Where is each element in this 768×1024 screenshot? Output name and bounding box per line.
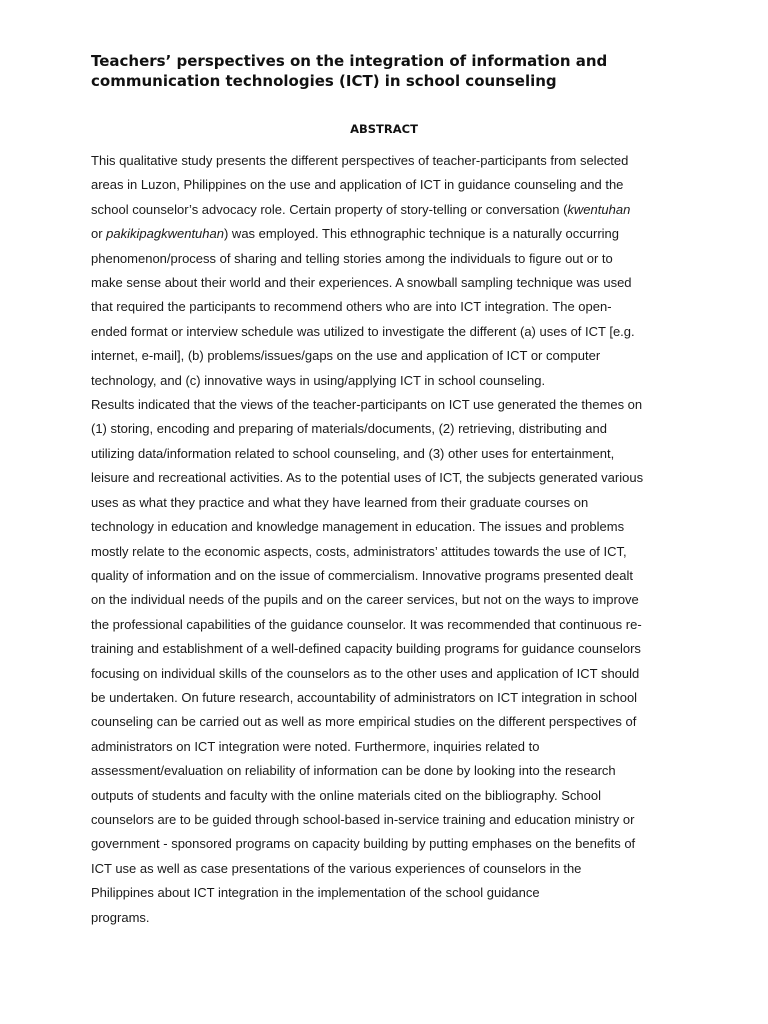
text-line: technology in education and knowledge management in education. The issues and problems — [91, 519, 625, 535]
text-line: administrators on ICT integration were noted. Furthermore, inquiries related to — [91, 738, 540, 754]
paper-title — [91, 51, 691, 91]
text-segment: or — [91, 226, 107, 242]
text-line: utilizing data/information related to school counseling, and (3) other uses for entertainment, — [91, 445, 615, 461]
text-line: counseling can be carried out as well as more empirical studies on the different perspectives of — [91, 714, 637, 730]
abstract-body — [91, 149, 679, 930]
text-line — [91, 198, 679, 222]
text-line: be undertaken. On future research, accountability of administrators on ICT integration in school — [91, 689, 638, 705]
text-line: (1) storing, encoding and preparing of materials/documents, (2) retrieving, distributing and — [91, 421, 607, 437]
text-line: uses as what they practice and what they have learned from their graduate courses on — [91, 494, 589, 510]
text-line: areas in Luzon, Philippines on the use and application of ICT in guidance counseling and the — [91, 177, 624, 193]
text-line: that required the participants to recommend others who are into ICT integration. The open- — [91, 299, 612, 315]
text-line: ended format or interview schedule was utilized to investigate the different (a) uses of ICT [e.g. — [91, 323, 635, 339]
text-line: technology, and (c) innovative ways in using/applying ICT in school counseling. — [91, 372, 546, 388]
text-line: the professional capabilities of the guidance counselor. It was recommended that continuous re- — [91, 616, 642, 632]
text-line: quality of information and on the issue of commercialism. Innovative programs presented dealt — [91, 567, 633, 583]
text-line: leisure and recreational activities. As to the potential uses of ICT, the subjects generated various — [91, 470, 644, 486]
abstract-paragraph-2 — [91, 393, 679, 930]
text-segment: school counselor’s advocacy role. Certain property of story-telling or conversation ( — [91, 201, 568, 217]
abstract-heading: ABSTRACT — [350, 122, 418, 136]
text-segment: ) was employed. This ethnographic technique is a naturally occurring — [223, 226, 620, 242]
text-line: Results indicated that the views of the teacher-participants on ICT use generated the themes on — [91, 397, 643, 413]
text-line — [91, 222, 679, 246]
italic-term-kwentuhan: kwentuhan — [567, 201, 631, 217]
text-line: outputs of students and faculty with the online materials cited on the bibliography. School — [91, 787, 601, 803]
text-line: This qualitative study presents the different perspectives of teacher-participants from selected — [91, 153, 629, 168]
text-line: mostly relate to the economic aspects, costs, administrators’ attitudes towards the use of ICT, — [91, 543, 627, 559]
title-line: communication technologies (ICT) in school counseling — [91, 72, 557, 90]
text-line: internet, e-mail], (b) problems/issues/gaps on the use and application of ICT or computer — [91, 348, 601, 364]
abstract-paragraph-1 — [91, 149, 679, 393]
text-line: government - sponsored programs on capacity building by putting emphases on the benefits of — [91, 836, 636, 852]
italic-term-pakikipagkwentuhan: pakikipagkwentuhan — [106, 226, 224, 242]
text-line: Philippines about ICT integration in the implementation of the school guidance — [91, 885, 540, 901]
text-line: training and establishment of a well-defined capacity building programs for guidance counselors — [91, 641, 641, 657]
text-line: ICT use as well as case presentations of the various experiences of counselors in the — [91, 860, 582, 876]
text-line: counselors are to be guided through school-based in-service training and education ministry or — [91, 811, 635, 827]
title-line: Teachers’ perspectives on the integration of information and — [91, 52, 608, 70]
text-line: on the individual needs of the pupils and on the career services, but not on the ways to improve — [91, 592, 639, 608]
text-line: make sense about their world and their experiences. A snowball sampling technique was used — [91, 275, 632, 291]
text-line: assessment/evaluation on reliability of information can be done by looking into the research — [91, 763, 616, 779]
text-line: focusing on individual skills of the counselors as to the other uses and application of ICT should — [91, 665, 640, 681]
text-line: programs. — [91, 909, 150, 925]
text-line: phenomenon/process of sharing and telling stories among the individuals to figure out or to — [91, 250, 613, 266]
